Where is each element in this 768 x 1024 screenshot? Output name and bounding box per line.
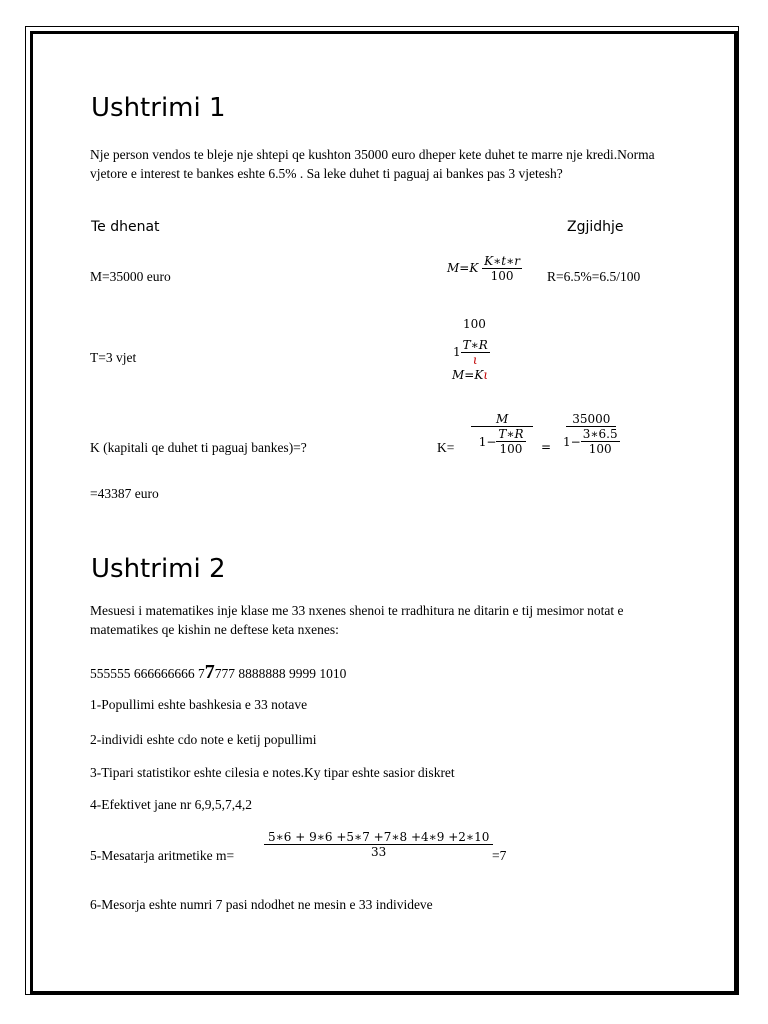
formula-3-numerator-2: 35000 xyxy=(566,412,616,427)
formula-2-last-red: ι xyxy=(483,368,489,382)
exercise-1-problem: Nje person vendos te bleje nje shtepi qe kushton 35000 euro dheper kete duhet te marre nje kredi.Norma vjetore e interest te bankes eshte 6.5% . Sa leke duhet ti paguaj ai bankes pas 3 vjetesh? xyxy=(90,147,655,181)
formula-3-den2-den: 100 xyxy=(588,442,612,456)
formula-2-line xyxy=(453,338,490,367)
formula-interest xyxy=(447,254,522,283)
mean-fraction xyxy=(264,830,493,859)
formula-3-fraction-2 xyxy=(561,412,622,456)
formula-2-numerator: T∗R xyxy=(462,338,488,352)
given-m: M=35000 euro xyxy=(90,269,171,284)
formula-fraction xyxy=(482,254,522,283)
list-item-2: 2-individi eshte cdo note e ketij popullimi xyxy=(90,732,317,747)
formula-3-numerator-1: M xyxy=(471,412,533,427)
formula-3-den2-num: 3∗6.5 xyxy=(582,427,618,441)
formula-2-denominator: ι xyxy=(472,353,478,367)
given-heading: Te dhenat xyxy=(91,219,160,235)
exercise-2-problem: Mesuesi i matematikes inje klase me 33 nxenes shenoi te rradhitura ne ditarin e tij mesimor notat e matematikes qe kishin ne deftese keta nxenes: xyxy=(90,603,624,637)
formula-3-fraction-1 xyxy=(471,412,533,456)
exercise-1-title: Ushtrimi 1 xyxy=(91,93,226,123)
formula-lhs: M=K xyxy=(447,261,479,275)
exercise-2-title: Ushtrimi 2 xyxy=(91,554,226,584)
mean-denominator: 33 xyxy=(371,845,387,859)
grades-part-a: 555555 666666666 7 xyxy=(90,666,205,681)
formula-3-den1-lead: 1− xyxy=(478,434,497,449)
given-k: K (kapitali qe duhet ti paguaj bankes)=? xyxy=(90,440,307,455)
mean-result: =7 xyxy=(492,848,507,863)
formula-2-fraction xyxy=(461,338,490,367)
list-item-4: 4-Efektivet jane nr 6,9,5,7,4,2 xyxy=(90,797,252,812)
grades-part-b: 777 8888888 9999 1010 xyxy=(214,666,347,681)
formula-3-den1-den: 100 xyxy=(499,442,523,456)
formula-2-top: 100 xyxy=(463,317,486,331)
mean-numerator: 5∗6 + 9∗6 +5∗7 +7∗8 +4∗9 +2∗10 xyxy=(264,830,493,845)
grades-list xyxy=(90,661,346,684)
formula-numerator: K∗t∗r xyxy=(484,254,520,268)
formula-3-label: K= xyxy=(437,440,455,455)
list-item-1: 1-Popullimi eshte bashkesia e 33 notave xyxy=(90,697,308,712)
formula-3-den2-lead: 1− xyxy=(563,434,581,449)
rate-value: R=6.5%=6.5/100 xyxy=(547,269,641,284)
formula-denominator: 100 xyxy=(490,269,514,283)
formula-3-equals: = xyxy=(541,440,552,454)
formula-3-den1-num: T∗R xyxy=(498,427,524,441)
solution-heading: Zgjidhje xyxy=(567,219,624,235)
formula-2-last-lhs: M=K xyxy=(452,368,484,382)
given-t: T=3 vjet xyxy=(90,350,137,365)
answer: =43387 euro xyxy=(90,486,159,501)
formula-2-last xyxy=(452,368,488,382)
list-item-5-label: 5-Mesatarja aritmetike m= xyxy=(90,848,235,863)
list-item-6: 6-Mesorja eshte numri 7 pasi ndodhet ne mesin e 33 individeve xyxy=(90,897,433,912)
list-item-3: 3-Tipari statistikor eshte cilesia e notes.Ky tipar eshte sasior diskret xyxy=(90,765,455,780)
grades-large-digit: 7 xyxy=(204,661,215,683)
formula-2-lead: 1 xyxy=(453,345,461,359)
